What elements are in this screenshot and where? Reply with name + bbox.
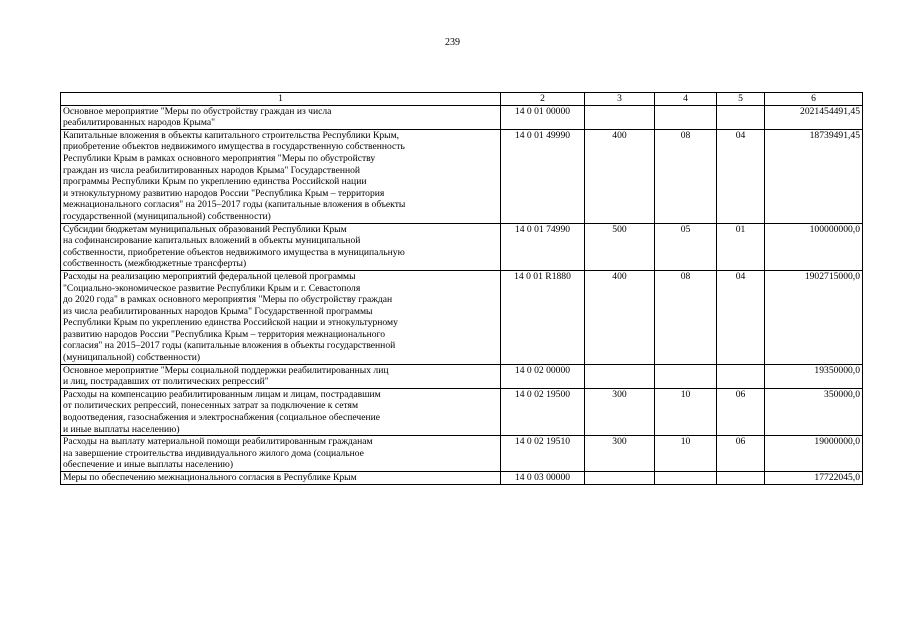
row-target-code: 14 0 02 19510 — [501, 436, 585, 472]
row-subsection — [717, 105, 765, 129]
row-expense-type — [585, 472, 655, 485]
row-expense-type — [585, 364, 655, 388]
row-expense-type: 300 — [585, 388, 655, 435]
row-description: Расходы на реализацию мероприятий федеральной целевой программы "Социально-экономическое развитие Республики Крым и г. Севастополя до 2020 года" в рамках основного мероприятия "Меры по обустройству граждан из числа реабилитированных народов Крыма" Государственной программы Республики Крым по укреплению единства Российской нации и этнокультурному развитию народов России "Республика Крым – территория межнационального согласия" на 2015–2017 годы (капитальные вложения в объекты государственной (муниципальной) собственности) — [61, 270, 501, 364]
row-section: 08 — [655, 270, 717, 364]
row-amount: 19350000,0 — [765, 364, 863, 388]
table-row — [61, 270, 863, 364]
row-section — [655, 105, 717, 129]
row-description: Капитальные вложения в объекты капитального строительства Республики Крым, приобретение объектов недвижимого имущества в государственную собственность Республики Крым в рамках основного мероприятия "Меры по обустройству граждан из числа реабилитированных народов Крыма" Государственной программы Республики Крым по укреплению единства Российской нации и этнокультурному развитию народов России "Республика Крым – территория межнационального согласия" на 2015–2017 годы (капитальные вложения в объекты государственной (муниципальной) собственности) — [61, 129, 501, 223]
row-expense-type: 400 — [585, 270, 655, 364]
row-expense-type: 300 — [585, 436, 655, 472]
table-row — [61, 129, 863, 223]
row-section: 10 — [655, 436, 717, 472]
row-target-code: 14 0 03 00000 — [501, 472, 585, 485]
row-amount: 100000000,0 — [765, 223, 863, 270]
row-subsection: 01 — [717, 223, 765, 270]
row-section: 10 — [655, 388, 717, 435]
row-amount: 18739491,45 — [765, 129, 863, 223]
table-row — [61, 223, 863, 270]
row-section: 05 — [655, 223, 717, 270]
row-target-code: 14 0 01 49990 — [501, 129, 585, 223]
table-row — [61, 364, 863, 388]
header-col-2: 2 — [501, 93, 585, 106]
budget-table — [60, 92, 863, 485]
row-expense-type: 400 — [585, 129, 655, 223]
row-description: Расходы на компенсацию реабилитированным лицам и лицам, пострадавшим от политических репрессий, понесенных затрат за подключение к сетям водоотведения, газоснабжения и электроснабжения (социальное обеспечение и иные выплаты населению) — [61, 388, 501, 435]
row-section: 08 — [655, 129, 717, 223]
header-col-3: 3 — [585, 93, 655, 106]
row-subsection: 06 — [717, 436, 765, 472]
row-subsection: 04 — [717, 270, 765, 364]
row-amount: 19000000,0 — [765, 436, 863, 472]
row-target-code: 14 0 02 19500 — [501, 388, 585, 435]
row-section — [655, 472, 717, 485]
header-col-6: 6 — [765, 93, 863, 106]
header-row — [61, 93, 863, 106]
row-description: Расходы на выплату материальной помощи реабилитированным гражданам на завершение строительства индивидуального жилого дома (социальное обеспечение и иные выплаты населению) — [61, 436, 501, 472]
row-description: Меры по обеспечению межнационального согласия в Республике Крым — [61, 472, 501, 485]
row-description: Основное мероприятие "Меры по обустройству граждан из числа реабилитированных народов Крыма" — [61, 105, 501, 129]
row-subsection — [717, 364, 765, 388]
page-number: 239 — [445, 37, 460, 48]
row-section — [655, 364, 717, 388]
row-amount: 1902715000,0 — [765, 270, 863, 364]
row-expense-type — [585, 105, 655, 129]
header-col-1: 1 — [61, 93, 501, 106]
row-expense-type: 500 — [585, 223, 655, 270]
row-subsection: 04 — [717, 129, 765, 223]
row-subsection: 06 — [717, 388, 765, 435]
row-target-code: 14 0 01 00000 — [501, 105, 585, 129]
row-amount: 17722045,0 — [765, 472, 863, 485]
row-target-code: 14 0 01 74990 — [501, 223, 585, 270]
row-description: Основное мероприятие "Меры социальной поддержки реабилитированных лиц и лиц, пострадавших от политических репрессий" — [61, 364, 501, 388]
header-col-4: 4 — [655, 93, 717, 106]
table-row — [61, 105, 863, 129]
row-description: Субсидии бюджетам муниципальных образований Республики Крым на софинансирование капитальных вложений в объекты муниципальной собственности, приобретение объектов недвижимого имущества в муниципальную собственность (межбюджетные трансферты) — [61, 223, 501, 270]
table-row — [61, 436, 863, 472]
table-row — [61, 388, 863, 435]
row-target-code: 14 0 01 R1880 — [501, 270, 585, 364]
row-amount: 2021454491,45 — [765, 105, 863, 129]
row-subsection — [717, 472, 765, 485]
header-col-5: 5 — [717, 93, 765, 106]
row-amount: 350000,0 — [765, 388, 863, 435]
table-row — [61, 472, 863, 485]
row-target-code: 14 0 02 00000 — [501, 364, 585, 388]
